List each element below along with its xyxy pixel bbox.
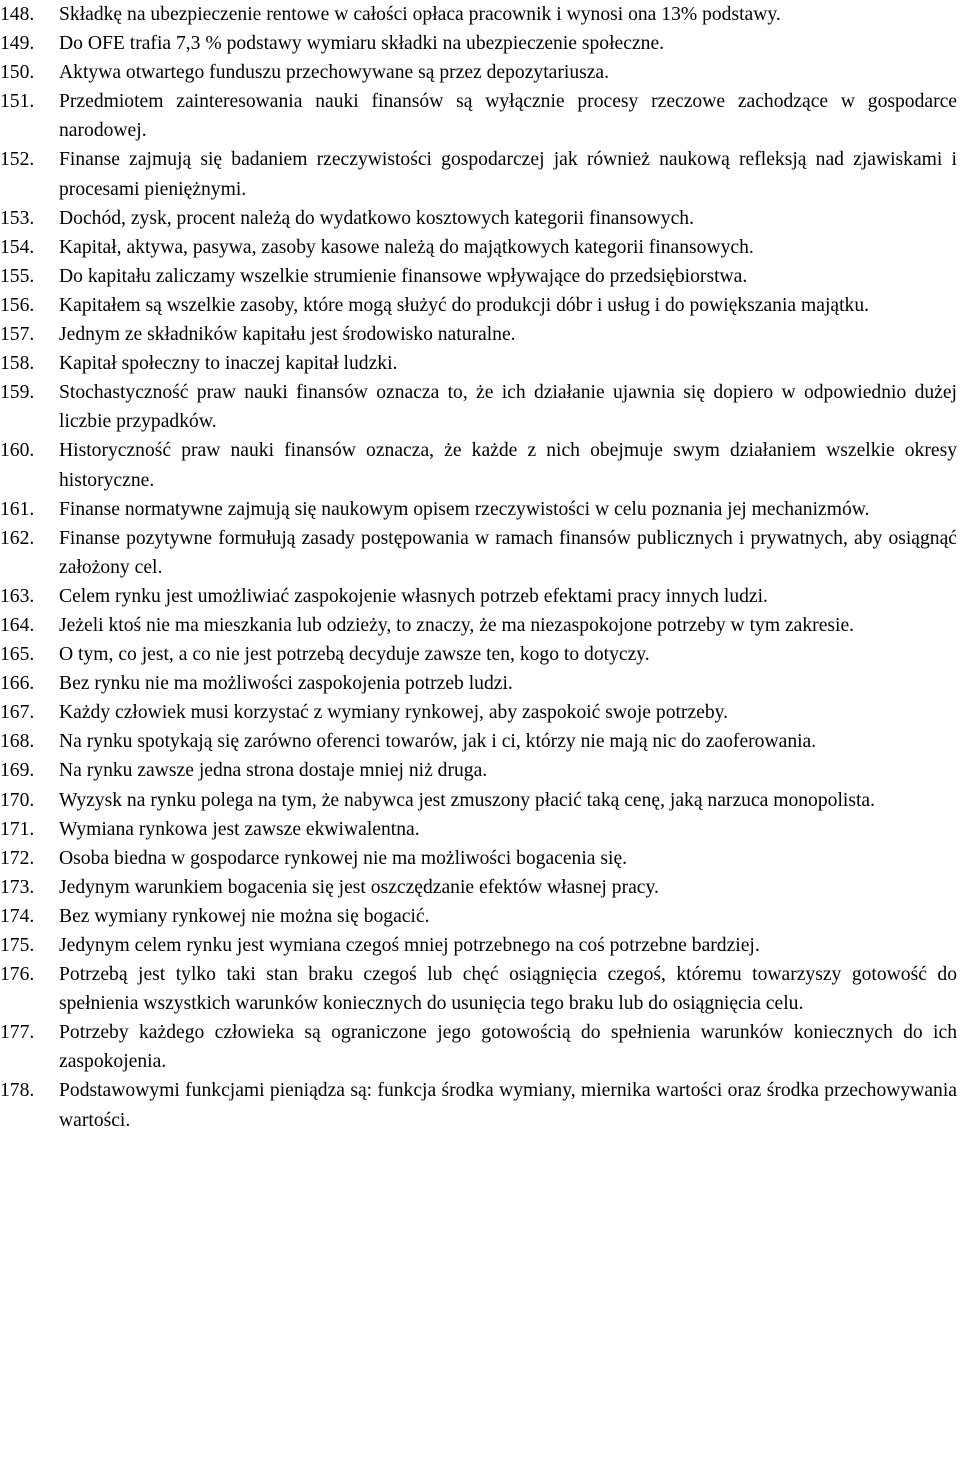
item-number: 156. <box>0 294 35 316</box>
item-number: 174. <box>0 905 35 927</box>
list-item <box>0 902 957 931</box>
list-item <box>0 582 957 611</box>
list-item <box>0 87 957 145</box>
list-item <box>0 436 957 494</box>
item-number: 152. <box>0 149 35 171</box>
item-text: Potrzebą jest tylko taki stan braku czegoś lub chęć osiągnięcia czegoś, któremu towarzyszy gotowość do spełnienia wszystkich warunków koniecznych do usunięcia tego braku lub do osiągnięcia celu. <box>59 964 957 1015</box>
list-item <box>0 320 957 349</box>
item-number: 171. <box>0 818 35 840</box>
item-text: Kapitał społeczny to inaczej kapitał ludzki. <box>59 353 398 375</box>
item-number: 170. <box>0 789 35 811</box>
list-item <box>0 669 957 698</box>
list-item <box>0 698 957 727</box>
item-text: Jeżeli ktoś nie ma mieszkania lub odzieży, to znaczy, że ma niezaspokojone potrzeby w tym zakresie. <box>59 614 855 636</box>
list-item <box>0 786 957 815</box>
item-number: 161. <box>0 498 35 520</box>
item-number: 173. <box>0 876 35 898</box>
item-text: Do kapitału zaliczamy wszelkie strumienie finansowe wpływające do przedsiębiorstwa. <box>59 265 748 287</box>
item-text: Celem rynku jest umożliwiać zaspokojenie własnych potrzeb efektami pracy innych ludzi. <box>59 585 768 607</box>
item-text: Finanse normatywne zajmują się naukowym opisem rzeczywistości w celu poznania jej mechanizmów. <box>59 498 870 520</box>
item-number: 157. <box>0 324 35 346</box>
item-text: Jedynym celem rynku jest wymiana czegoś mniej potrzebnego na coś potrzebne bardziej. <box>59 935 760 956</box>
list-item <box>0 204 957 233</box>
item-number: 165. <box>0 644 35 666</box>
list-item <box>0 756 957 785</box>
list-item <box>0 931 957 960</box>
list-item <box>0 0 957 29</box>
item-text: Kapitał, aktywa, pasywa, zasoby kasowe należą do majątkowych kategorii finansowych. <box>59 236 754 258</box>
item-number: 176. <box>0 964 35 986</box>
list-item <box>0 873 957 902</box>
item-number: 160. <box>0 440 35 462</box>
item-text: Kapitałem są wszelkie zasoby, które mogą służyć do produkcji dóbr i usług i do powiększania majątku. <box>59 294 870 316</box>
item-text: O tym, co jest, a co nie jest potrzebą decyduje zawsze ten, kogo to dotyczy. <box>59 644 650 666</box>
item-number: 172. <box>0 847 35 869</box>
list-item <box>0 611 957 640</box>
item-number: 148. <box>0 4 35 25</box>
item-number: 153. <box>0 207 35 229</box>
item-text: Na rynku spotykają się zarówno oferenci towarów, jak i ci, którzy nie mają nic do zaoferowania. <box>59 731 817 753</box>
item-text: Historyczność praw nauki finansów oznacza, że każde z nich obejmuje swym działaniem wszelkie okresy historyczne. <box>59 440 957 491</box>
item-text: Przedmiotem zainteresowania nauki finansów są wyłącznie procesy rzeczowe zachodzące w gospodarce narodowej. <box>59 91 957 142</box>
item-text: Wymiana rynkowa jest zawsze ekwiwalentna. <box>59 818 420 840</box>
item-text: Składkę na ubezpieczenie rentowe w całości opłaca pracownik i wynosi ona 13% podstawy. <box>59 4 781 25</box>
list-item <box>0 640 957 669</box>
list-item <box>0 378 957 436</box>
item-number: 149. <box>0 33 35 55</box>
item-number: 178. <box>0 1080 35 1102</box>
item-text: Do OFE trafia 7,3 % podstawy wymiaru składki na ubezpieczenie społeczne. <box>59 33 665 55</box>
item-number: 162. <box>0 527 35 549</box>
item-text: Na rynku zawsze jedna strona dostaje mniej niż druga. <box>59 760 488 782</box>
item-text: Jedynym warunkiem bogacenia się jest oszczędzanie efektów własnej pracy. <box>59 876 659 898</box>
item-number: 169. <box>0 760 35 782</box>
item-number: 155. <box>0 265 35 287</box>
item-text: Podstawowymi funkcjami pieniądza są: funkcja środka wymiany, miernika wartości oraz środka przechowywania wartości. <box>59 1080 957 1131</box>
item-number: 159. <box>0 382 35 404</box>
list-item <box>0 1076 957 1134</box>
item-number: 168. <box>0 731 35 753</box>
item-number: 177. <box>0 1022 35 1044</box>
list-item <box>0 58 957 87</box>
list-item <box>0 495 957 524</box>
item-text: Potrzeby każdego człowieka są ograniczone jego gotowością do spełnienia warunków koniecznych do ich zaspokojenia. <box>59 1022 957 1073</box>
item-number: 158. <box>0 353 35 375</box>
item-text: Każdy człowiek musi korzystać z wymiany rynkowej, aby zaspokoić swoje potrzeby. <box>59 702 729 724</box>
list-item <box>0 727 957 756</box>
list-item <box>0 815 957 844</box>
item-text: Osoba biedna w gospodarce rynkowej nie ma możliwości bogacenia się. <box>59 847 628 869</box>
item-text: Finanse pozytywne formułują zasady postępowania w ramach finansów publicznych i prywatnych, aby osiągnąć założony cel. <box>59 527 957 578</box>
item-number: 167. <box>0 702 35 724</box>
item-number: 175. <box>0 935 35 956</box>
list-item <box>0 291 957 320</box>
list-item <box>0 349 957 378</box>
item-number: 150. <box>0 62 35 84</box>
list-item <box>0 1018 957 1076</box>
item-number: 166. <box>0 673 35 695</box>
list-item <box>0 524 957 582</box>
list-item <box>0 262 957 291</box>
item-number: 154. <box>0 236 35 258</box>
item-number: 163. <box>0 585 35 607</box>
list-item <box>0 29 957 58</box>
item-text: Finanse zajmują się badaniem rzeczywistości gospodarczej jak również naukową refleksją nad zjawiskami i procesami pieniężnymi. <box>59 149 957 200</box>
item-text: Dochód, zysk, procent należą do wydatkowo kosztowych kategorii finansowych. <box>59 207 694 229</box>
item-number: 151. <box>0 91 35 113</box>
item-number: 164. <box>0 614 35 636</box>
list-item <box>0 960 957 1018</box>
item-text: Bez wymiany rynkowej nie można się bogacić. <box>59 905 430 927</box>
list-item <box>0 145 957 203</box>
item-text: Jednym ze składników kapitału jest środowisko naturalne. <box>59 324 516 346</box>
item-text: Bez rynku nie ma możliwości zaspokojenia potrzeb ludzi. <box>59 673 513 695</box>
item-text: Wyzysk na rynku polega na tym, że nabywca jest zmuszony płacić taką cenę, jaką narzuca monopolista. <box>59 789 876 811</box>
list-item <box>0 233 957 262</box>
item-text: Aktywa otwartego funduszu przechowywane są przez depozytariusza. <box>59 62 610 84</box>
item-text: Stochastyczność praw nauki finansów oznacza to, że ich działanie ujawnia się dopiero w odpowiednio dużej liczbie przypadków. <box>59 382 957 433</box>
list-item <box>0 844 957 873</box>
